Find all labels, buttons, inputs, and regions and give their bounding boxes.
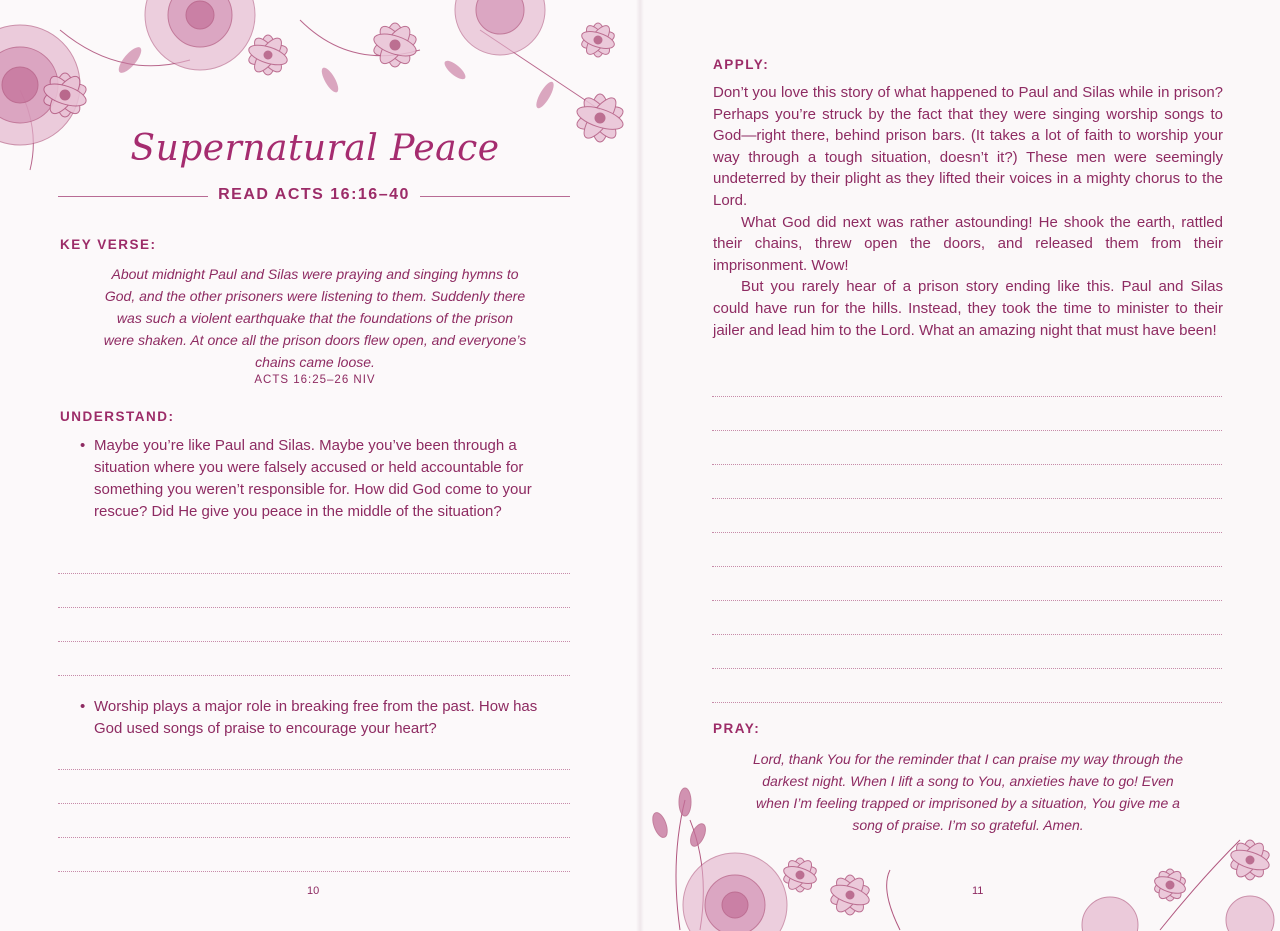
page-number: 11 xyxy=(972,885,984,897)
writing-line[interactable] xyxy=(712,668,1222,669)
page-title: Supernatural Peace xyxy=(130,128,500,169)
writing-line[interactable] xyxy=(712,600,1222,601)
writing-line[interactable] xyxy=(712,634,1222,635)
reading-reference xyxy=(58,184,570,210)
prayer-text: Lord, thank You for the reminder that I can praise my way through the darkest night. When I lift a song to You, anxieties have to go! Even when I’m feeling trapped or imprisoned by a situation, You give me a song of praise. I’m so grateful. Amen. xyxy=(752,751,1184,833)
question-2: • Worship plays a major role in breaking free from the past. How has God used songs of praise to encourage your heart? xyxy=(94,696,544,740)
key-verse-text: About midnight Paul and Silas were praying and singing hymns to God, and the other prisoners were listening to them. Suddenly there was such a violent earthquake that the foundations of the prison were shaken. At once all the prison doors flew open, and everyone’s chains came loose. xyxy=(103,266,527,370)
apply-paragraph: Don’t you love this story of what happened to Paul and Silas while in prison? Perhaps you’re struck by the fact that they were singing worship songs to God—right there, behind prison bars. (It takes a lot of faith to worship your way through a tough situation, doesn’t it?) These men were seemingly undeterred by their plight as they lifted their voices in a mighty chorus to the Lord. xyxy=(713,84,1223,209)
writing-line[interactable] xyxy=(58,641,570,642)
writing-line[interactable] xyxy=(58,803,570,804)
writing-line[interactable] xyxy=(712,498,1222,499)
apply-body xyxy=(713,82,1223,341)
writing-line[interactable] xyxy=(58,607,570,608)
writing-line[interactable] xyxy=(58,769,570,770)
right-page xyxy=(640,0,1280,931)
writing-line[interactable] xyxy=(712,566,1222,567)
writing-line[interactable] xyxy=(58,837,570,838)
apply-paragraph: What God did next was rather astounding! He shook the earth, rattled their chains, threw open the doors, and released them from their imprisonment. Wow! xyxy=(713,213,1223,274)
writing-line[interactable] xyxy=(58,573,570,574)
writing-line[interactable] xyxy=(712,464,1222,465)
key-verse-heading: KEY VERSE: xyxy=(60,237,157,252)
pray-heading: PRAY: xyxy=(713,721,761,736)
page-number: 10 xyxy=(307,885,320,897)
book-gutter xyxy=(636,0,644,931)
apply-heading: APPLY: xyxy=(713,57,770,72)
writing-line[interactable] xyxy=(58,675,570,676)
divider xyxy=(420,196,570,197)
question-1: • Maybe you’re like Paul and Silas. Maybe you’ve been through a situation where you were falsely accused or held accountable for something you weren’t responsible for. How did God come to your rescue? Did He give you peace in the middle of the situation? xyxy=(94,435,544,523)
reading-label: READ ACTS 16:16–40 xyxy=(218,186,410,203)
understand-heading: UNDERSTAND: xyxy=(60,409,175,424)
writing-line[interactable] xyxy=(712,702,1222,703)
apply-paragraph: But you rarely hear of a prison story ending like this. Paul and Silas could have run for the hills. Instead, they took the time to minister to their jailer and lead him to the Lord. What an amazing night that must have been! xyxy=(713,278,1223,339)
writing-line[interactable] xyxy=(712,430,1222,431)
writing-line[interactable] xyxy=(712,532,1222,533)
writing-line[interactable] xyxy=(58,871,570,872)
key-verse-reference: ACTS 16:25–26 NIV xyxy=(254,374,376,386)
writing-line[interactable] xyxy=(712,396,1222,397)
